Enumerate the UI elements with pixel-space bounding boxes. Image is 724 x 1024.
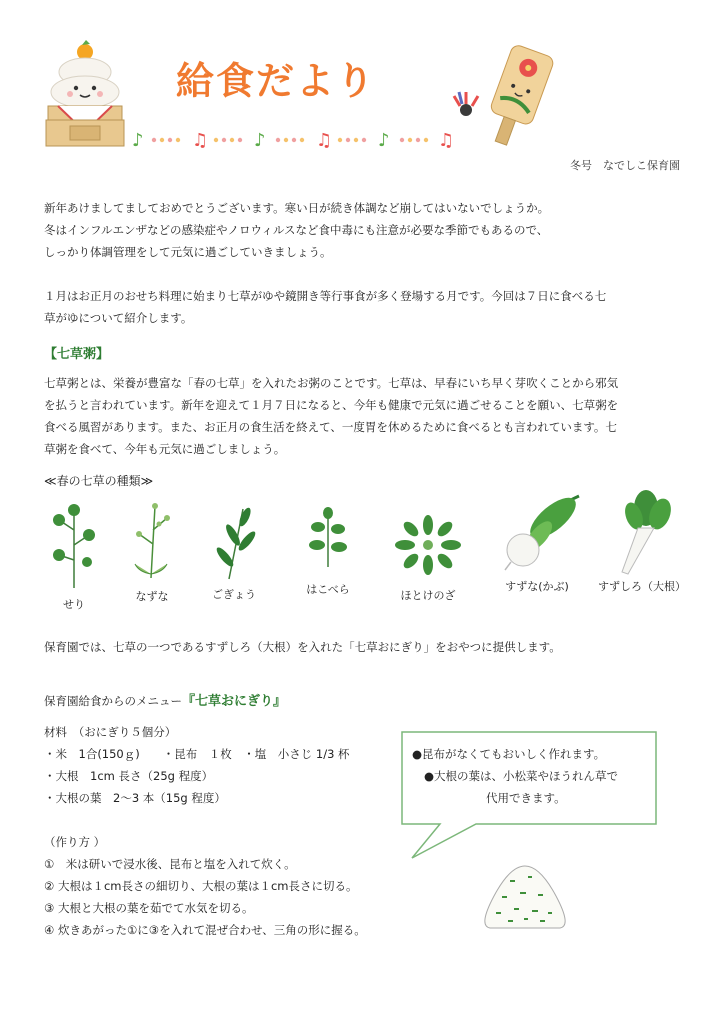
step-2: ② 大根は１cm長さの細切り、大根の葉は１cm長さに切る。	[44, 879, 358, 893]
material-2: ・大根 1cm 長さ（25g 程度）	[44, 769, 214, 783]
herb-label: すずな(かぶ)	[505, 580, 569, 593]
material-1: ・米 1合(150ｇ) ・昆布 １枚 ・塩 小さじ 1/3 杯	[44, 747, 350, 761]
herb-suzuna	[484, 490, 590, 594]
music-notes-decoration	[132, 126, 462, 152]
svg-text:♪: ♪	[254, 130, 266, 151]
hakobera-icon	[303, 507, 353, 569]
intro-line-5: 草がゆについて紹介します。	[44, 311, 193, 325]
kagami-mochi-illustration	[40, 40, 130, 150]
svg-text:♫: ♫	[316, 130, 333, 151]
herb-nazuna	[122, 500, 182, 604]
section-line-4: 草粥を食べて、今年も元気に過ごしましょう。	[44, 442, 286, 456]
herb-hotokenoza	[392, 515, 464, 603]
nazuna-icon	[127, 500, 177, 580]
step-3: ③ 大根と大根の葉を茹でて水気を切る。	[44, 901, 254, 915]
herb-seri	[44, 500, 104, 612]
menu-name: 『七草おにぎり』	[182, 694, 287, 709]
onigiri-note: 保育園では、七草の一つであるすずしろ（大根）を入れた「七草おにぎり」をおやつに提供します。	[44, 640, 561, 654]
steps-title: （作り方 ）	[44, 835, 106, 849]
section-line-2: を払うと言われています。新年を迎えて１月７日になると、今年も健康で元気に過ごせることを願い、七草粥を	[44, 398, 619, 412]
gogyo-icon	[209, 505, 259, 580]
svg-text:♪: ♪	[132, 130, 144, 151]
herb-label: ごぎょう	[212, 588, 256, 601]
tip-line-3: 代用できます。	[486, 791, 566, 805]
turnip-icon	[487, 490, 587, 574]
seri-icon	[49, 500, 99, 590]
section-heading: 【七草粥】	[44, 347, 110, 362]
menu-title	[44, 690, 286, 709]
material-3: ・大根の葉 2〜3 本（15g 程度）	[44, 791, 226, 805]
materials-title: 材料 （おにぎり５個分）	[44, 725, 177, 739]
svg-text:♪: ♪	[378, 130, 390, 151]
intro-line-1: 新年あけましてましておめでとうございます。寒い日が続き体調など崩してはいないでしょうか。	[44, 201, 550, 215]
herb-label: なずな	[135, 590, 169, 603]
section-line-3: 食べる風習があります。また、お正月の食生活を終えて、一度胃を休めるために食べるとも言われています。七	[44, 420, 617, 434]
herb-label: せり	[63, 598, 85, 611]
intro-line-3: しっかり体調管理をして元気に過ごしていきましょう。	[44, 245, 332, 259]
svg-text:♫: ♫	[192, 130, 209, 151]
herbs-subheading: ≪春の七草の種類≫	[44, 474, 154, 488]
tip-text	[412, 743, 648, 809]
hotokenoza-icon	[395, 515, 461, 575]
tip-line-1: ●昆布がなくてもおいしく作れます。	[412, 747, 606, 761]
section-line-1: 七草粥とは、栄養が豊富な「春の七草」を入れたお粥のことです。七草は、早春にいち早く芽吹くことから邪気	[44, 376, 619, 390]
tip-line-2: ●大根の葉は、小松菜やほうれん草で	[424, 769, 619, 783]
svg-text:♫: ♫	[438, 130, 455, 151]
issue-label: 冬号 なでしこ保育園	[570, 159, 680, 172]
intro-line-4: １月はお正月のおせち料理に始まり七草がゆや鏡開き等行事食が多く登場する月です。今回は７日に食べる七	[44, 289, 607, 303]
onigiri-illustration	[480, 862, 570, 932]
herb-suzushiro	[590, 490, 694, 594]
herb-label: はこべら	[306, 583, 350, 596]
herb-gogyo	[202, 505, 266, 602]
herb-hakobera	[296, 507, 360, 597]
menu-prefix: 保育園給食からのメニュー	[44, 694, 182, 708]
intro-line-2: 冬はインフルエンザなどの感染症やノロウィルスなど食中毒にも注意が必要な季節でもあるので、	[44, 223, 549, 237]
herb-label: すずしろ（大根）	[597, 580, 687, 593]
herb-label: ほとけのざ	[400, 589, 456, 602]
page-title: 給食だより	[176, 59, 377, 103]
step-1: ① 米は研いで浸水後、昆布と塩を入れて炊く。	[44, 857, 296, 871]
hagoita-illustration	[452, 40, 562, 150]
daikon-icon	[602, 490, 682, 576]
step-4: ④ 炊きあがった①に③を入れて混ぜ合わせ、三角の形に握る。	[44, 923, 366, 937]
